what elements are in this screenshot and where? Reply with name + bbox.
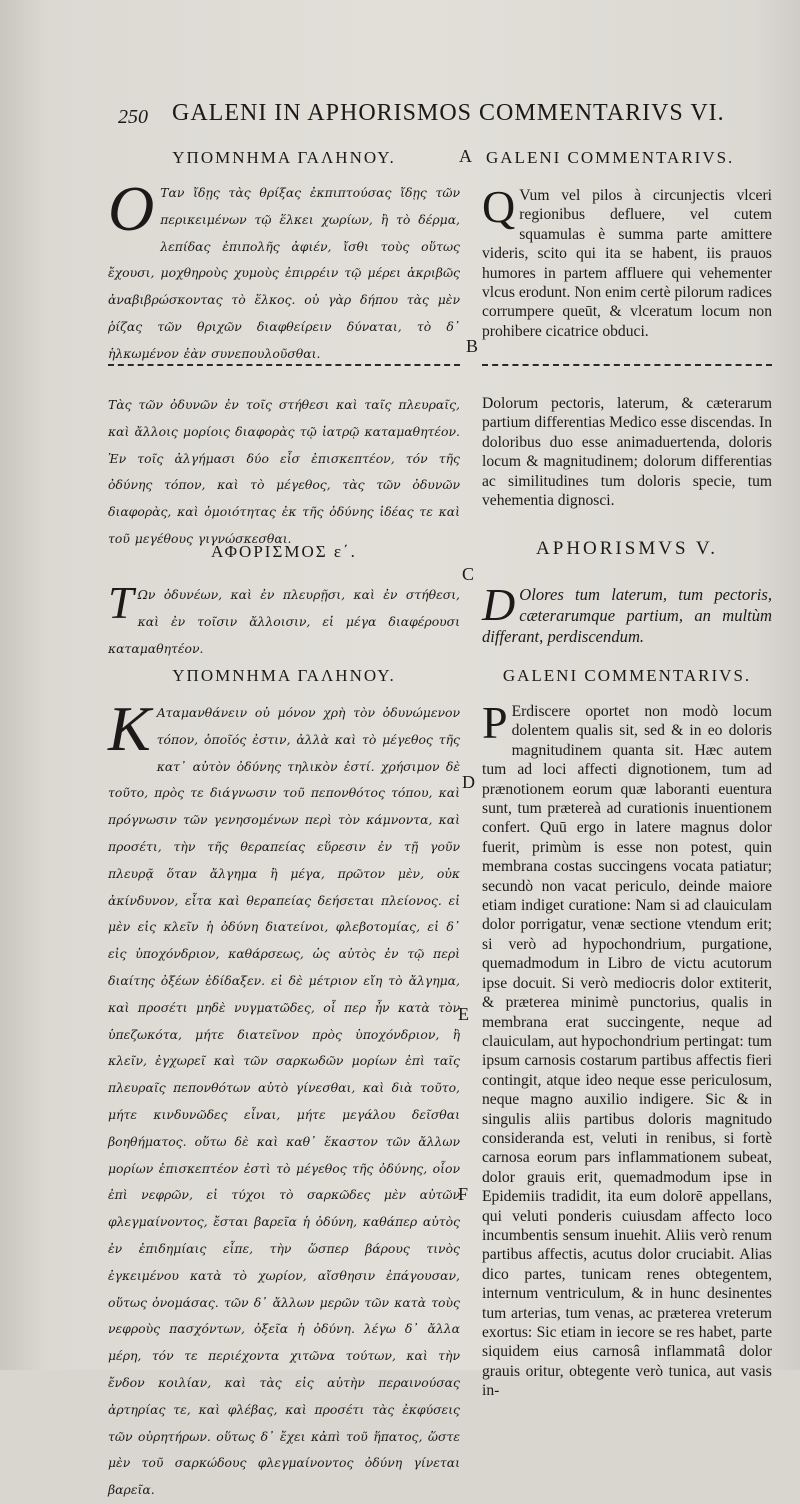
drop-cap-latin-aphorism: D bbox=[482, 579, 516, 630]
page-number: 250 bbox=[118, 106, 148, 128]
latin-summary-text: Dolorum pectoris, laterum, & cæterarum partium differentias Medico esse discendas. In doloribus duo esse animaduertenda, doloris locum & magnitudinem; dolorum differentias ac similitudines tum doloris specie, tum vehementia dignosci. bbox=[482, 395, 772, 510]
margin-letter-d: D bbox=[462, 772, 475, 792]
running-title: GALENI IN APHORISMOS COMMENTARIVS VI. bbox=[172, 100, 725, 126]
greek-commentary-text-2: Κ Αταμανθάνειν οὐ μόνον χρὴ τὸν ὀδυνώμενον τόπον, ὁποῖός ἐστιν, ἀλλὰ καὶ τὸ μέγεθος τῆς κατ᾽ αὐτὸν ὀδύνης τηλικὸν ἐστί. χρήσιμον δὲ τοῦτο, πρὸς τε διάγνωσιν τοῦ πεπονθότος τόπου, καὶ πρόγνωσιν τῶν γενησομένων περὶ τὸν κάμνοντα, καὶ προσέτι, τὴν τῆς θεραπείας εὕρεσιν ἐν τῇ γοῦν πλευρᾷ ὅταν ἄλγημα ἢ μέγα, πρῶτον μὲν, οὐκ ἀκίνδυνον, εἶτα καὶ θεραπείας δεήσεται πλείονος. εἰ μὲν εἰς κλεῖν ἡ ὀδύνη διατείνοι, φλεβοτομίας, εἰ δ᾽ εἰς ὑποχόνδριον, καθάρσεως, ὡς αὐτὸς ἐν τῷ περὶ διαίτης ὀξέων ἐδίδαξεν. εἰ δὲ μέτριον εἴη τὸ ἄλγημα, καὶ προσέτι μηδὲ νυγματῶδες, οἷ περ ἦν κατὰ τὸν ὑπεζωκότα, μήτε διατεῖνον πρὸς ὑποχόνδριον, ἢ κλεῖν, ἐγχωρεῖ καὶ τῶν σαρκωδῶν μορίων ἐπὶ ταῖς πλευραῖς πεπονθότων αὐτὸ γίνεσθαι, καὶ διὰ τοῦτο, μήτε κινδυνῶδες εἶναι, μήτε μεγάλου δεῖσθαι βοηθήματος. οὕτω δὲ καὶ καθ᾽ ἕκαστον τῶν ἄλλων μορίων ἐπισκεπτέον ἐστὶ τὸ μέγεθος τῆς ὀδύνης, οἷον ἐπὶ νεφρῶν, εἰ τύχοι τὸ σαρκῶδες μὲν αὐτῶν φλεγμαίνοντος, ἔσται βαρεῖα ἡ ὀδύνη, καθάπερ αὐτὸς ἐν ἐπιδημίαις εἶπε, τὴν ὥσπερ βάρους τινὸς ἐγκειμένου κατὰ τὸ χωρίον, αἴσθησιν ἐπάγουσαν, οὕτως ὀνομάσας. τῶν δ᾽ ἄλλων μερῶν τῶν κατὰ τοὺς νεφροὺς πασχόντων, ὀξεῖα ἡ ὀδύνη. λέγω δ᾽ ἄλλα μέρη, τόν τε περιέχοντα χιτῶνα τούτων, καὶ τὴν ἔνδον κοιλίαν, καὶ τὰς εἰς αὐτὴν περαινούσας ἀρτηρίας τε, καὶ φλέβας, καὶ προσέτι τὰς ἐκφύσεις τῶν οὐρητήρων. οὕτως δ᾽ ἔχει κἀπὶ τοῦ ἥπατος, ὥστε μὲν τοῦ σαρκώδους φλεγμαίνοντος ὀδύνη γίνεται βαρεῖα. bbox=[108, 693, 460, 1498]
latin-commentary-title-2: GALENI COMMENTARIVS. bbox=[502, 666, 752, 685]
section-divider-left bbox=[108, 364, 460, 366]
greek-commentary-text-1: Ο Ταν ἴδῃς τὰς θρίξας ἐκπιπτούσας ἴδῃς τῶν περικειμένων τῷ ἕλκει χωρίων, ἢ τὸ δέρμα, λεπίδας ἐπιπολῆς ἀφιέν, ἴσθι τοὺς οὕτως ἔχουσι, μοχθηροὺς χυμοὺς ἐπιρρέιν τῷ μέρει ἀκριβῶς ἀναβιβρώσκοντας τὸ ἕλκος. οὐ γὰρ δήπου τὰς μὲν ῥίζας τῶν θριχῶν διαφθείρειν δύναται, τὸ δ᾽ ἡλκωμένον ἐὰν συνεπουλοῦσθαι. bbox=[108, 173, 460, 361]
greek-commentary-title-1: ΥΠΟΜΝΗΜΑ ΓΑΛΗΝΟΥ. bbox=[172, 148, 396, 167]
drop-cap-greek-1: Ο bbox=[108, 173, 155, 244]
drop-cap-latin-1: Q bbox=[482, 181, 516, 232]
drop-cap-latin-2: P bbox=[482, 697, 508, 748]
section-divider-right bbox=[482, 364, 772, 366]
drop-cap-greek-aphorism: Τ bbox=[108, 577, 134, 628]
greek-aphorism-text: Τ Ων ὀδυνέων, καὶ ἐν πλευρῇσι, καὶ ἐν στήθεσι, καὶ ἐν τοῖσιν ἄλλοισιν, εἰ μέγα διαφέρουσι καταμαθητέον. bbox=[108, 577, 460, 656]
margin-letter-f: F bbox=[458, 1184, 469, 1204]
latin-commentary-text-2: P Erdiscere oportet non modò locum dolentem qualis sit, sed & in eo doloris magnitudinem quanta sit. Hæc autem tum ad loci affecti dignotionem, tum ad prænotionem eorum quæ laboranti euentura sunt, tum prætereà ad curationis inuentionem confert. Quū ergo in latere magnus dolor fuerit, primùm is esse non potest, quin membrana costas succingens vocata patiatur; secundò non vacat periculo, deinde maiore etiam indiget curatione: Nam si ad clauiculam dolor porrigatur, venæ sectione vtendum erit; si verò ad hypochondrium, purgatione, quemadmodum in Libro de victu acutorum ipse docuit. Si verò mediocris dolor extiterit, & præterea minimè punctorius, qualis in membrana erat succingente, neque ad clauiculam, aut hypochondrium pertingat: tum ipsum carnosis costarum partibus affectis fieri contingit, atque ideo neque esse periculosum, neque magno auxilio indigere. Sic & in singulis aliis partibus doloris magnitudo consideranda est, veluti in renibus, si fortè carnosa eorum pars inflammationem subeat, dolor grauis erit, quemadmodum ipse in Epidemiis tradidit, ita eum dolorē appellans, qui veluti ponderis cuiusdam affecto loco incumbentis sensum inuehit. Aliis verò renum partibus affectis, acutus dolor cruciabit. Alias dico partes, tunicam renes obtegentem, internum ventriculum, & in hunc desinentes tum arterias, tum venas, ac præterea vreterum exortus: Sic etiam in iecore se res habet, parte siquidem eius carnosâ inflammatâ dolor grauis oritur, obtegente verò tunica, aut vasis in- bbox=[482, 697, 772, 1400]
margin-letter-b: B bbox=[466, 336, 479, 356]
latin-aphorism-text: D Olores tum laterum, tum pectoris, cæterarumque partium, an multùm differant, perdiscendum. bbox=[482, 579, 772, 646]
greek-summary-text: Τὰς τῶν ὀδυνῶν ἐν τοῖς στήθεσι καὶ ταῖς πλευραῖς, καὶ ἄλλοις μορίοις διαφορὰς τῷ ἰατρῷ καταμαθητέον. Ἐν τοῖς ἀλγήμασι δύο εἶσ ἐπισκεπτέον, τόν τῆς ὀδύνης τόπον, καὶ τὸ μέγεθος, τὰς τῶν ὀδυνῶν διαφορὰς, καὶ ὁμοιότητας ἐκ τῆς ὀδύνης ἰδέας τε καὶ τοῦ μεγέθους γιγνώσκεσθαι. bbox=[108, 397, 460, 546]
margin-letter-c: C bbox=[462, 564, 475, 584]
greek-aphorism-title: ΑΦΟΡΙΣΜΟΣ ε΄. bbox=[211, 542, 357, 561]
latin-aphorism-title: APHORISMVS V. bbox=[536, 538, 718, 559]
margin-letter-a: A bbox=[459, 146, 472, 166]
drop-cap-greek-2: Κ bbox=[108, 693, 151, 764]
margin-letter-e: E bbox=[458, 1004, 469, 1024]
latin-commentary-title-1: GALENI COMMENTARIVS. bbox=[486, 148, 735, 167]
greek-commentary-title-2: ΥΠΟΜΝΗΜΑ ΓΑΛΗΝΟΥ. bbox=[172, 666, 396, 685]
latin-commentary-text-1: Q Vum vel pilos à circunjectis vlceri regionibus defluere, vel cutem squamulas è summa parte amittere videris, scito qui ita se habent, iis prauos humores in partem affluere qui vehementer vlcus erodunt. Non enim certè pilorum radices corrumpere queūt, & vlceratum locum non prohibere cicatrice obduci. bbox=[482, 181, 772, 340]
page-header bbox=[118, 100, 758, 134]
